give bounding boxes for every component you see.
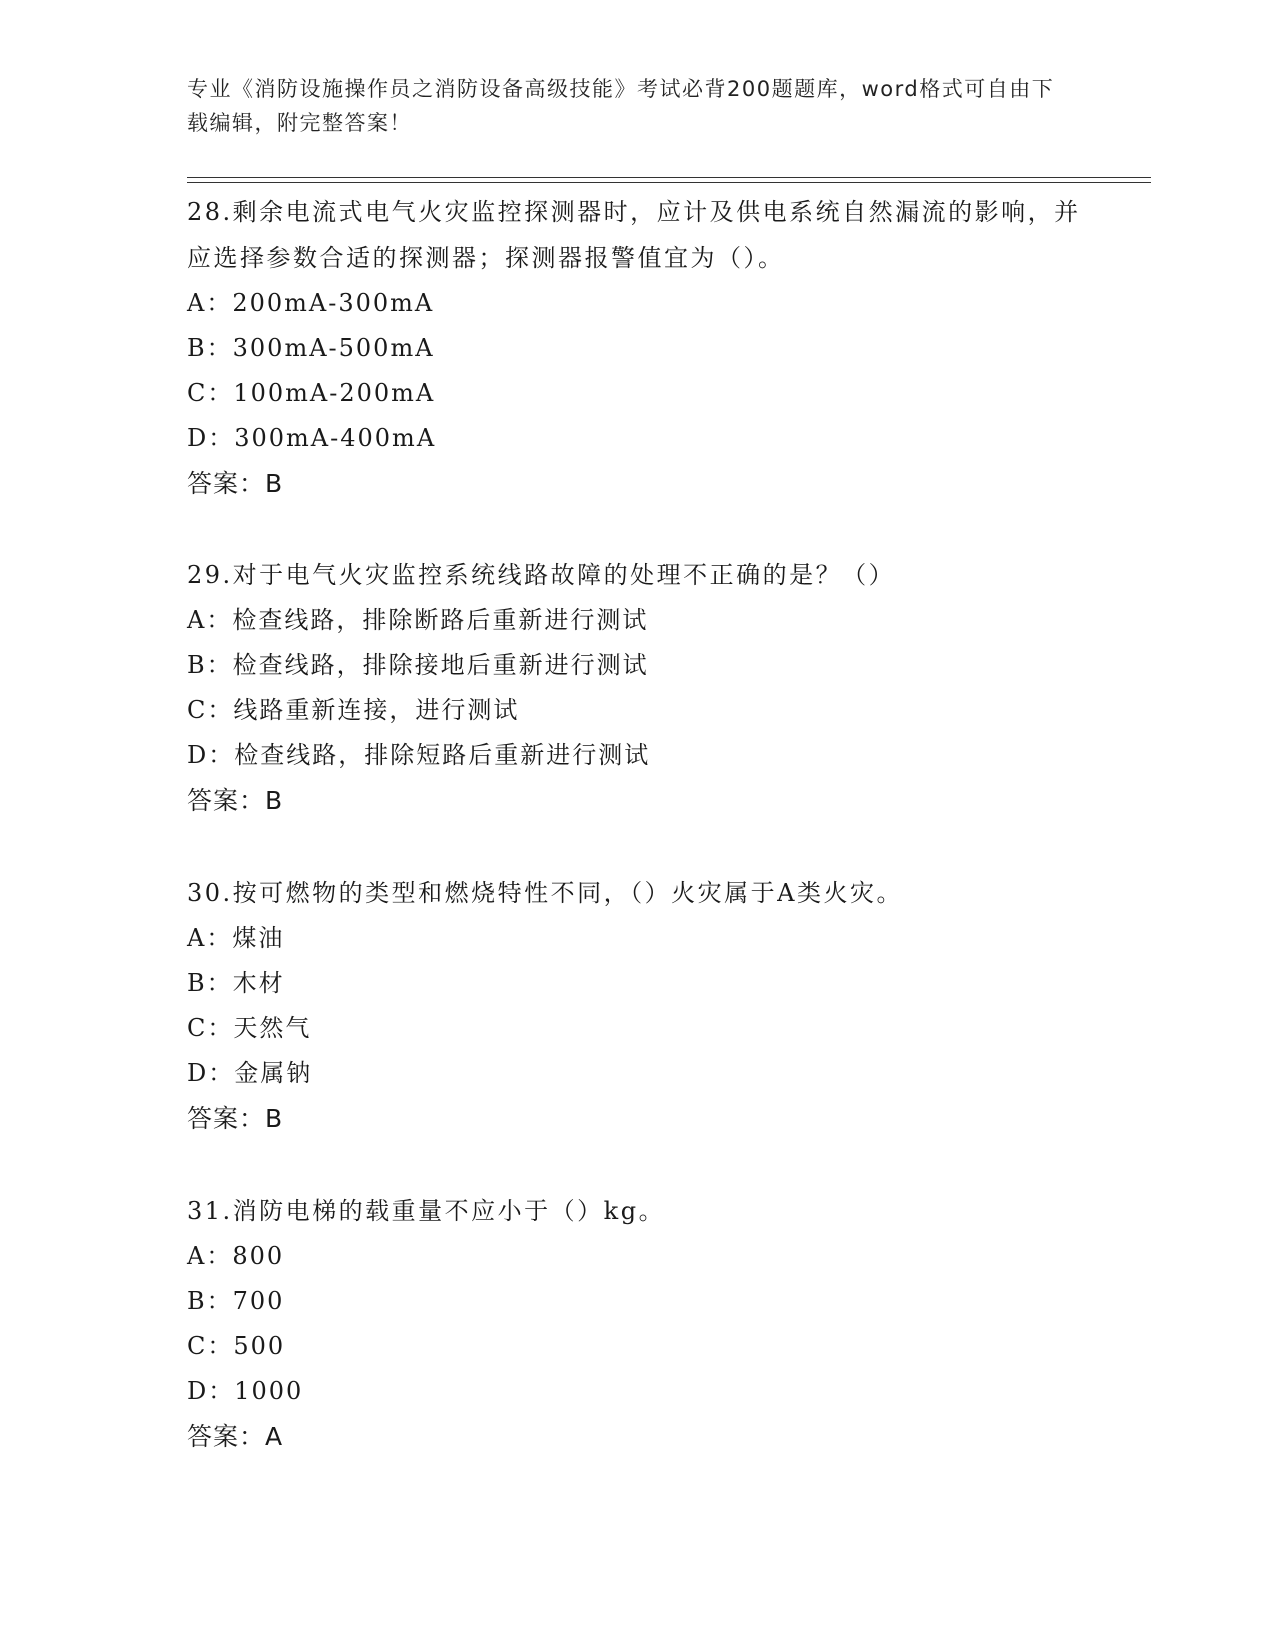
question-stem: 29.对于电气火灾监控系统线路故障的处理不正确的是？（） [187,561,896,589]
option-b: B：300mA-500mA [187,334,435,362]
question-28 [187,189,1087,506]
option-a: A：800 [187,1242,285,1270]
option-c: C：天然气 [187,1014,312,1042]
header-divider-bottom [187,182,1151,183]
option-d: D：1000 [187,1377,304,1405]
question-30 [187,870,1087,1141]
question-29 [187,552,1087,823]
option-b: B：检查线路，排除接地后重新进行测试 [187,651,649,679]
option-c: C：线路重新连接，进行测试 [187,696,520,724]
option-a: A：200mA-300mA [187,289,435,317]
answer-line: 答案：B [187,469,284,498]
question-31 [187,1188,1087,1459]
answer-line: 答案：B [187,786,284,815]
option-d: D：检查线路，排除短路后重新进行测试 [187,741,651,769]
option-c: C：100mA-200mA [187,379,436,407]
option-a: A：检查线路，排除断路后重新进行测试 [187,606,649,634]
option-d: D：金属钠 [187,1059,313,1087]
document-header-title: 专业《消防设施操作员之消防设备高级技能》考试必背200题题库，word格式可自由下载编辑，附完整答案！ [187,77,1055,135]
option-c: C：500 [187,1332,286,1360]
question-stem: 31.消防电梯的载重量不应小于（）kg。 [187,1197,666,1225]
question-stem: 28.剩余电流式电气火灾监控探测器时，应计及供电系统自然漏流的影响，并应选择参数合适的探测器；探测器报警值宜为（）。 [187,198,1081,272]
option-a: A：煤油 [187,924,285,952]
option-b: B：700 [187,1287,285,1315]
header-divider-top [187,177,1151,178]
option-b: B：木材 [187,969,285,997]
answer-line: 答案：B [187,1104,284,1133]
option-d: D：300mA-400mA [187,424,437,452]
answer-line: 答案：A [187,1422,284,1451]
question-stem: 30.按可燃物的类型和燃烧特性不同，（）火灾属于A类火灾。 [187,879,903,907]
